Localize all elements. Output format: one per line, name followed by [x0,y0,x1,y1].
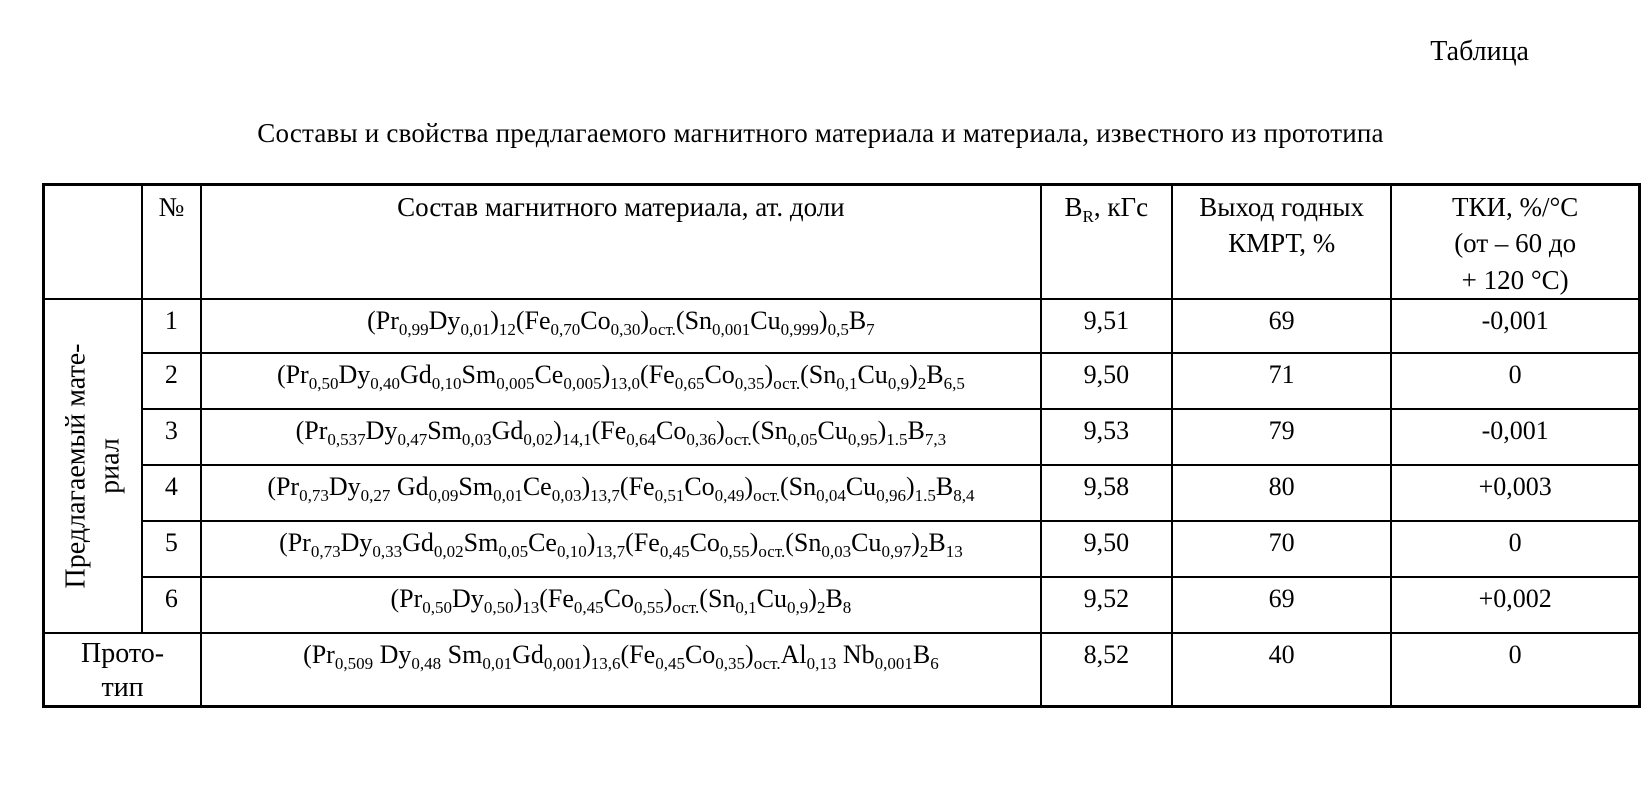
cell-num: 4 [142,465,201,521]
prototype-label-line1: Прото- [81,638,165,670]
table-row [44,299,1640,353]
cell-br: 9,53 [1041,409,1172,465]
table-row [44,521,1640,577]
cell-composition [201,409,1041,465]
table-row [44,353,1640,409]
cell-composition [201,353,1041,409]
header-row [44,185,1640,300]
composition-formula: $(Pr_{0,537}Dy_{0,47}Sm_{0,03}Gd_{0,02})_{14,1}(Fe_{0,64}Co_{0,36})_{ост.}(Sn_{0,05}Cu_{0,95})_{1.5}B_{7,3}$ [295,416,947,450]
composition-formula: $(Pr_{0,73}Dy_{0,33}Gd_{0,02}Sm_{0,05}Ce_{0,10})_{13,7}(Fe_{0,45}Co_{0,55})_{ост.}(Sn_{0,03}Cu_{0,97})_2B_{13}$ [279,528,963,562]
group-header-cell [44,185,142,300]
group-label-line2: риал [93,438,125,495]
materials-table [42,183,1641,708]
col-header-tki [1391,185,1639,300]
cell-yield: 80 [1172,465,1391,521]
col-header-num: № [142,185,201,300]
table-row [44,577,1640,633]
cell-tki: +0,003 [1391,465,1639,521]
tki-header-line1: ТКИ, %/°С [1452,192,1579,222]
prototype-label-cell [44,633,202,706]
table-row [44,465,1640,521]
cell-composition [201,521,1041,577]
cell-num: 1 [142,299,201,353]
cell-tki: -0,001 [1391,409,1639,465]
cell-br: 9,52 [1041,577,1172,633]
yield-header-line2: КМРТ, % [1228,228,1336,259]
prototype-row [44,633,1640,706]
yield-header-line1: Выход годных [1199,192,1365,222]
table-row [44,409,1640,465]
tki-header-line3: + 120 °С) [1461,264,1569,295]
cell-br: 9,58 [1041,465,1172,521]
cell-yield: 40 [1172,633,1391,706]
composition-formula: ($Pr_{0,509}$ $Dy_{0,48}$ $Sm_{0,01}Gd_{0,001})_{13,6}(Fe_{0,45}Co_{0,35})_{ост.}Al_{0,13}$ $Nb_{0,001}B_6$ [303,640,939,674]
cell-num: 2 [142,353,201,409]
col-header-composition: Состав магнитного материала, ат. доли [201,185,1041,300]
br-header-formula: $B_R$, кГс [1064,192,1149,226]
cell-tki: -0,001 [1391,299,1639,353]
cell-yield: 69 [1172,299,1391,353]
cell-composition [201,577,1041,633]
composition-formula: $(Pr_{0,99}Dy_{0,01})_{12}(Fe_{0,70}Co_{0,30})_{ост.}(Sn_{0,001}Cu_{0,999})_{0,5}B_7$ [367,306,875,340]
cell-yield: 71 [1172,353,1391,409]
col-header-yield [1172,185,1391,300]
cell-br: 8,52 [1041,633,1172,706]
cell-yield: 69 [1172,577,1391,633]
cell-br: 9,50 [1041,353,1172,409]
cell-composition [201,465,1041,521]
composition-formula: $(Pr_{0,50}Dy_{0,40}Gd_{0,10}Sm_{0,005}Ce_{0,005})_{13,0}(Fe_{0,65}Co_{0,35})_{ост.}(Sn_{0,1}Cu_{0,9})_2B_{6,5}$ [276,360,965,394]
cell-br: 9,50 [1041,521,1172,577]
cell-yield: 79 [1172,409,1391,465]
col-header-br [1041,185,1172,300]
cell-composition [201,299,1041,353]
cell-tki: 0 [1391,521,1639,577]
cell-tki: 0 [1391,353,1639,409]
cell-composition [201,633,1041,706]
composition-formula: $(Pr_{0,50}Dy_{0,50})_{13}(Fe_{0,45}Co_{0,55})_{ост.}(Sn_{0,1}Cu_{0,9})_2B_8$ [390,584,852,618]
cell-tki: +0,002 [1391,577,1639,633]
group-label-line1: Предлагаемый мате- [60,343,92,589]
group-label-rotated [59,344,126,589]
table-caption: Составы и свойства предлагаемого магнитного материала и материала, известного из прототипа [257,118,1384,148]
cell-num: 3 [142,409,201,465]
tki-header-line2: (от – 60 до [1454,228,1577,259]
cell-num: 6 [142,577,201,633]
table-label: Таблица [1430,36,1529,67]
cell-yield: 70 [1172,521,1391,577]
composition-formula: ($Pr_{0,73}Dy_{0,27}$ $Gd_{0,09}Sm_{0,01}Ce_{0,03})_{13,7}(Fe_{0,51}Co_{0,49})_{ост.}(Sn_{0,04}Cu_{0,96})_{1.5}B_{8,4}$ [267,472,975,506]
group-label-cell [44,299,142,633]
prototype-label-line2: тип [101,671,144,703]
cell-num: 5 [142,521,201,577]
cell-tki: 0 [1391,633,1639,706]
cell-br: 9,51 [1041,299,1172,353]
